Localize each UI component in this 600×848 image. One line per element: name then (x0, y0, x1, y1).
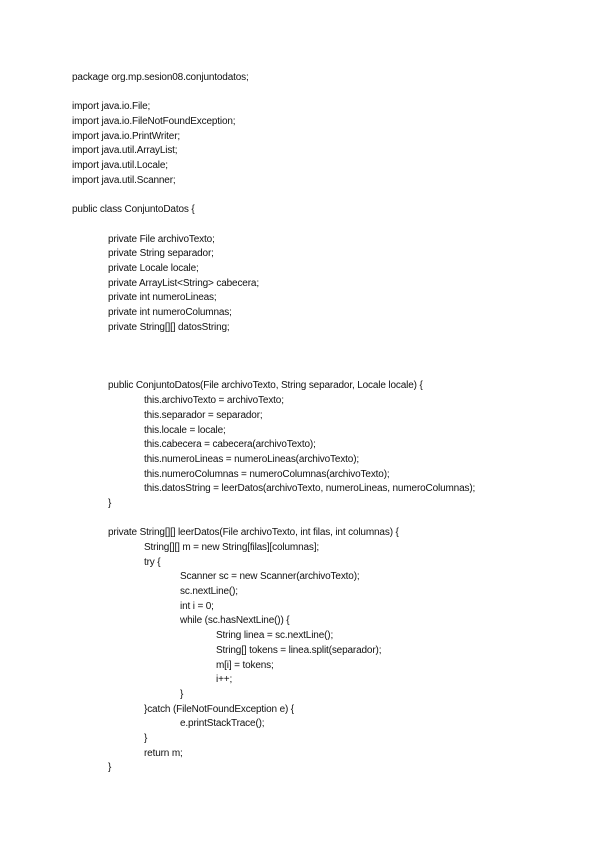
code-line: import java.util.Scanner; (72, 174, 176, 186)
code-line: this.numeroLineas = numeroLineas(archivoTexto); (144, 453, 360, 465)
code-line: import java.io.FileNotFoundException; (72, 116, 236, 128)
code-line: } (108, 762, 112, 774)
code-line: this.archivoTexto = archivoTexto; (144, 395, 284, 407)
blank-line (72, 189, 592, 204)
code-line: this.separador = separador; (144, 409, 263, 421)
code-line: package org.mp.sesion08.conjuntodatos; (72, 72, 249, 83)
blank-line (72, 350, 592, 365)
code-line: while (sc.hasNextLine()) { (180, 615, 290, 627)
code-line: import java.util.Locale; (72, 160, 168, 172)
blank-line (72, 365, 592, 380)
code-line: }catch (FileNotFoundException e) { (144, 703, 294, 715)
code-line: } (108, 497, 112, 509)
code-line: this.locale = locale; (144, 424, 226, 436)
code-line: String[] tokens = linea.split(separador); (216, 644, 382, 656)
code-listing (72, 71, 592, 776)
code-line: private ArrayList<String> cabecera; (108, 277, 259, 289)
code-line: private Locale locale; (108, 262, 199, 274)
code-line: } (180, 688, 184, 700)
code-line: this.datosString = leerDatos(archivoTexto, numeroLineas, numeroColumnas); (144, 483, 476, 495)
code-line: try { (144, 556, 161, 568)
code-line: this.numeroColumnas = numeroColumnas(archivoTexto); (144, 468, 390, 480)
blank-line (72, 335, 592, 350)
code-line: private String[][] leerDatos(File archivoTexto, int filas, int columnas) { (108, 527, 399, 539)
code-line: return m; (144, 747, 183, 759)
code-line: public class ConjuntoDatos { (72, 204, 195, 216)
code-line: private File archivoTexto; (108, 233, 215, 245)
code-line: import java.io.PrintWriter; (72, 130, 181, 142)
blank-line (72, 86, 592, 101)
code-line: Scanner sc = new Scanner(archivoTexto); (180, 571, 360, 583)
blank-line (72, 218, 592, 233)
code-line: i++; (216, 674, 233, 686)
code-line: sc.nextLine(); (180, 586, 238, 598)
code-line: import java.util.ArrayList; (72, 145, 178, 157)
code-line: private int numeroLineas; (108, 292, 217, 304)
code-line: this.cabecera = cabecera(archivoTexto); (144, 439, 316, 451)
code-line: e.printStackTrace(); (180, 718, 265, 730)
code-line: private int numeroColumnas; (108, 307, 232, 318)
code-line: String linea = sc.nextLine(); (216, 630, 334, 642)
code-line: public ConjuntoDatos(File archivoTexto, String separador, Locale locale) { (108, 380, 423, 392)
code-line: private String[][] datosString; (108, 321, 230, 333)
blank-line (72, 512, 592, 527)
code-line: import java.io.File; (72, 101, 151, 113)
code-line: int i = 0; (180, 600, 214, 612)
code-line: String[][] m = new String[filas][columnas]; (144, 542, 320, 553)
code-line: } (144, 732, 148, 744)
code-line: private String separador; (108, 248, 214, 260)
code-line: m[i] = tokens; (216, 659, 274, 671)
